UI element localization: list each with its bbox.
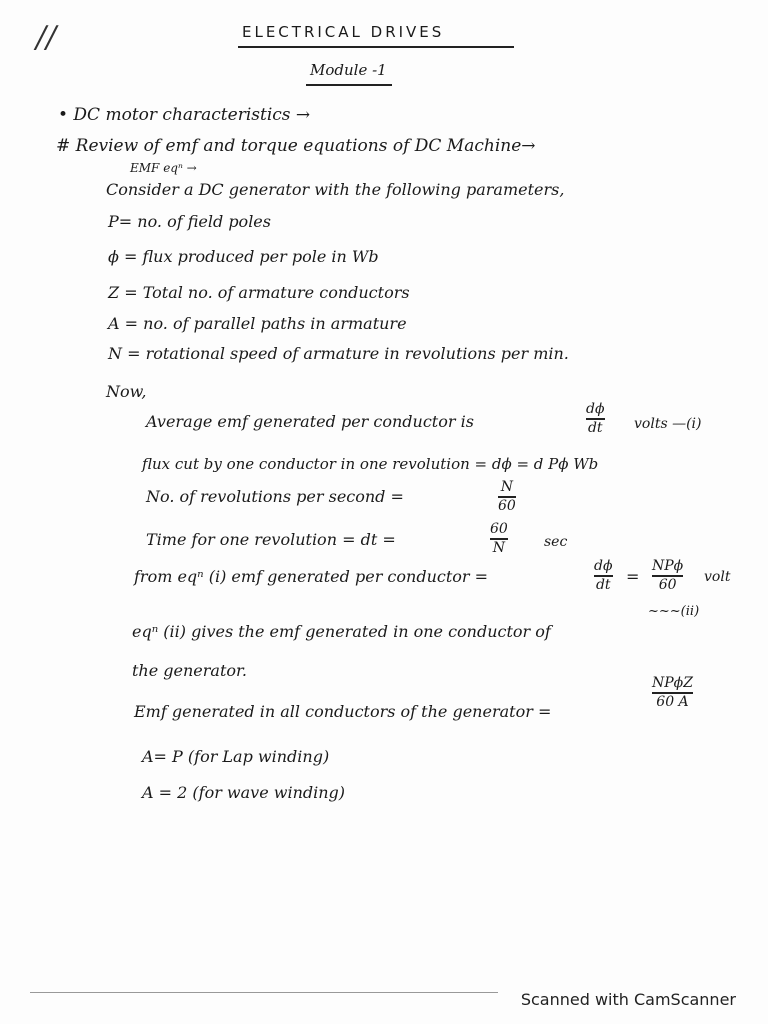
avg-emf-den: dt (587, 419, 603, 436)
avg-emf-fraction (586, 402, 605, 436)
revs-per-sec-fraction (498, 480, 516, 514)
wave-winding: A = 2 (for wave winding) (142, 783, 346, 802)
revs-per-sec-text: No. of revolutions per second = (146, 487, 404, 506)
revs-den: 60 (498, 497, 516, 514)
consider-line: Consider a DC generator with the following parameters, (106, 180, 565, 199)
from-eq-fraction-2 (652, 559, 683, 593)
time-rev-suffix: sec (544, 534, 568, 550)
page-title: ELECTRICAL DRIVES (242, 23, 445, 41)
from-eq-equals: = (626, 567, 640, 586)
module-underline (306, 84, 392, 86)
avg-emf-text: Average emf generated per conductor is (146, 412, 474, 431)
avg-emf-suffix: volts —(i) (634, 416, 702, 432)
emf-all-fraction (652, 676, 693, 710)
corner-mark: // (36, 20, 57, 55)
review-heading: # Review of emf and torque equations of DC Machine→ (56, 136, 536, 156)
eq2-line-1: eqⁿ (ii) gives the emf generated in one conductor of (132, 622, 551, 641)
emf-all-den: 60 A (656, 693, 689, 710)
param-conductors: Z = Total no. of armature conductors (108, 283, 410, 302)
from-eq-fraction-1 (594, 559, 613, 593)
from-eq-text: from eqⁿ (i) emf generated per conductor = (134, 567, 489, 586)
flux-cut-line: flux cut by one conductor in one revolution = dϕ = d Pϕ Wb (142, 455, 599, 473)
eq2-line-2: the generator. (132, 661, 247, 680)
title-underline (238, 46, 514, 48)
param-speed: N = rotational speed of armature in revolutions per min. (108, 344, 569, 363)
camscanner-footer: Scanned with CamScanner (520, 990, 736, 1009)
time-rev-fraction (490, 522, 508, 556)
now-label: Now, (106, 382, 147, 401)
from-eq-suffix: volt (704, 569, 731, 585)
time-num: 60 (490, 521, 508, 537)
module-label: Module -1 (310, 61, 387, 79)
from-eq-den2: 60 (658, 576, 677, 593)
emf-all-num: NPϕZ (652, 675, 693, 691)
bullet-heading: • DC motor characteristics → (58, 105, 311, 125)
from-eq-den1: dt (595, 576, 611, 593)
from-eq-num2: NPϕ (652, 558, 684, 574)
param-poles: P= no. of field poles (108, 212, 271, 231)
param-flux: ϕ = flux produced per pole in Wb (108, 247, 379, 266)
time-rev-text: Time for one revolution = dt = (146, 530, 396, 549)
eq2-tag: ~~~(ii) (648, 604, 700, 619)
param-paths: A = no. of parallel paths in armature (108, 314, 407, 333)
emf-all-text: Emf generated in all conductors of the generator = (134, 702, 552, 721)
time-den: N (492, 539, 506, 556)
avg-emf-num: dϕ (586, 401, 605, 417)
lap-winding: A= P (for Lap winding) (142, 747, 330, 766)
from-eq-num1: dϕ (594, 558, 613, 574)
page-bottom-line (30, 992, 498, 993)
emf-eq-label: EMF eqⁿ → (130, 161, 197, 175)
revs-num: N (500, 479, 514, 495)
